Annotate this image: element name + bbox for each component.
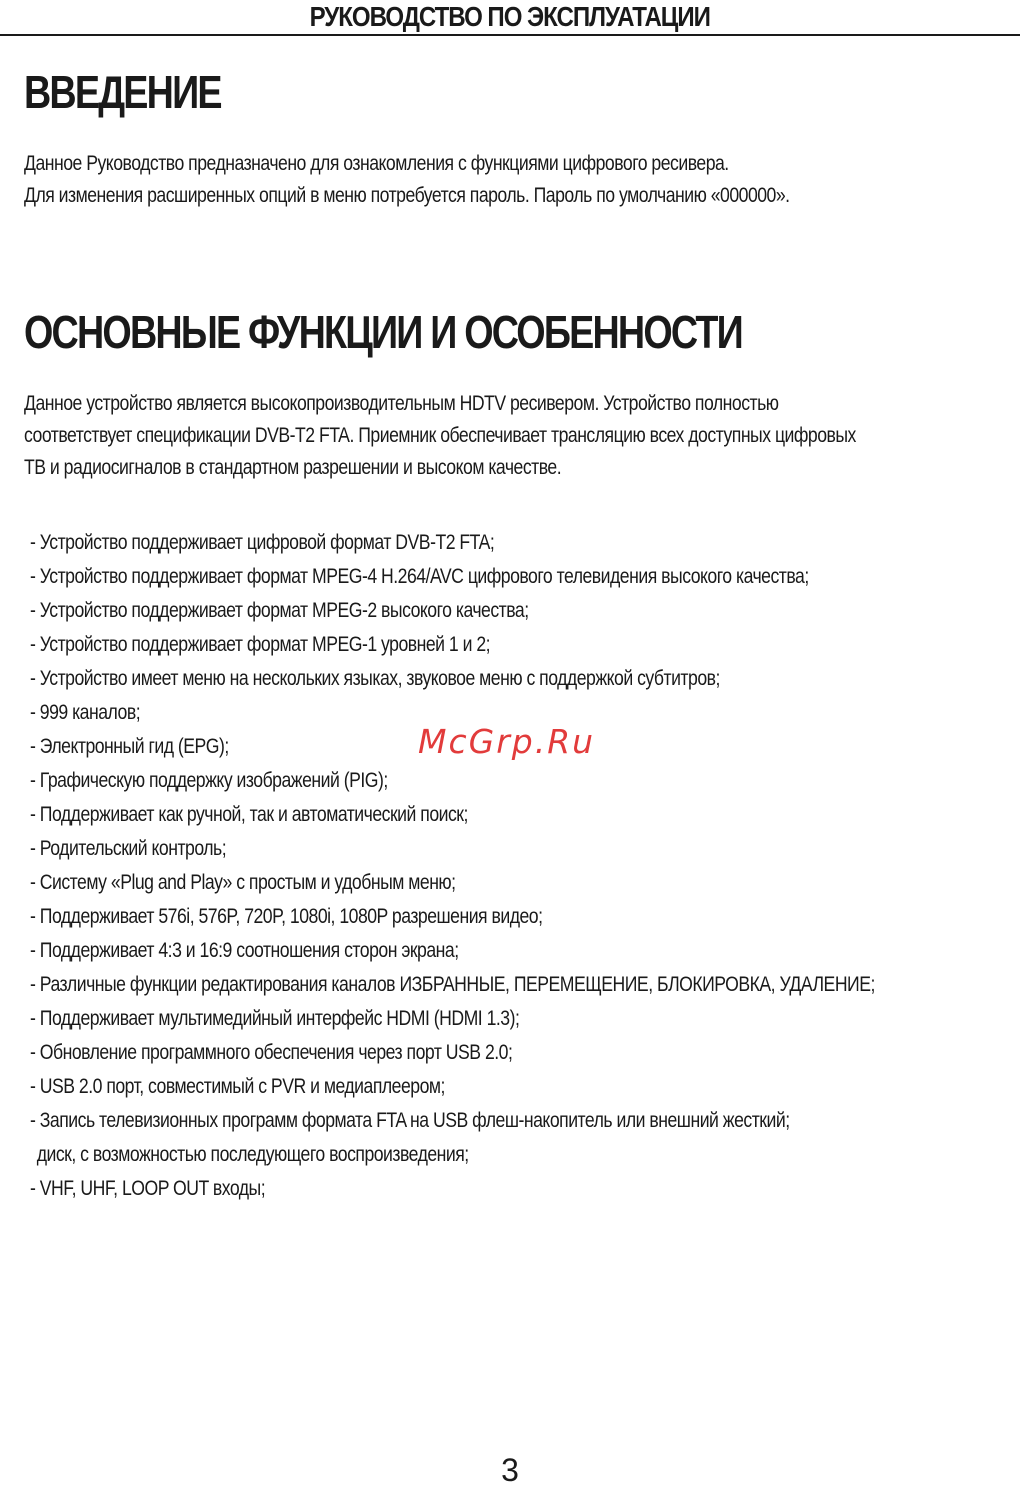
features-title: ОСНОВНЫЕ ФУНКЦИИ И ОСОБЕННОСТИ xyxy=(24,306,742,358)
feature-item: - Систему «Plug and Play» с простым и удобным меню; xyxy=(30,871,456,894)
feature-item: - Родительский контроль; xyxy=(30,837,227,860)
feature-item: - Электронный гид (EPG); xyxy=(30,735,229,758)
features-line: ТВ и радиосигналов в стандартном разрешении и высоком качестве. xyxy=(24,456,562,479)
feature-item: - Поддерживает 576i, 576P, 720P, 1080i, 1080P разрешения видео; xyxy=(30,905,543,928)
watermark: McGrp.Ru xyxy=(418,722,596,761)
feature-item: - 999 каналов; xyxy=(30,701,141,724)
intro-line: Для изменения расширенных опций в меню потребуется пароль. Пароль по умолчанию «000000». xyxy=(24,184,790,207)
features-line: Данное устройство является высокопроизводительным HDTV ресивером. Устройство полностью xyxy=(24,392,779,415)
feature-item: - Поддерживает как ручной, так и автоматический поиск; xyxy=(30,803,468,826)
feature-item: - Устройство поддерживает цифровой формат DVB-T2 FTA; xyxy=(30,531,495,554)
feature-item: - Устройство поддерживает формат MPEG-2 высокого качества; xyxy=(30,599,529,622)
feature-item: - Графическую поддержку изображений (PIG); xyxy=(30,769,388,792)
running-header-title: РУКОВОДСТВО ПО ЭКСПЛУАТАЦИИ xyxy=(309,1,711,32)
feature-item: - Различные функции редактирования каналов ИЗБРАННЫЕ, ПЕРЕМЕЩЕНИЕ, БЛОКИРОВКА, УДАЛЕНИЕ; xyxy=(30,973,875,996)
intro-paragraph xyxy=(24,148,790,212)
feature-item: - Устройство поддерживает формат MPEG-4 H.264/AVC цифрового телевидения высокого качества; xyxy=(30,565,809,588)
feature-item: - Запись телевизионных программ формата FTA на USB флеш-накопитель или внешний жесткий; xyxy=(30,1109,790,1132)
feature-item-continuation: диск, с возможностью последующего воспроизведения; xyxy=(36,1143,469,1166)
feature-item: - VHF, UHF, LOOP OUT входы; xyxy=(30,1177,266,1200)
feature-item: - Устройство поддерживает формат MPEG-1 уровней 1 и 2; xyxy=(30,633,491,656)
feature-item: - Устройство имеет меню на нескольких языках, звуковое меню с поддержкой субтитров; xyxy=(30,667,720,690)
feature-item: - Обновление программного обеспечения через порт USB 2.0; xyxy=(30,1041,513,1064)
features-paragraph xyxy=(24,388,856,484)
feature-item: - Поддерживает 4:3 и 16:9 соотношения сторон экрана; xyxy=(30,939,459,962)
intro-line: Данное Руководство предназначено для ознакомления с функциями цифрового ресивера. xyxy=(24,152,729,175)
feature-list xyxy=(30,526,875,1206)
feature-item: - Поддерживает мультимедийный интерфейс HDMI (HDMI 1.3); xyxy=(30,1007,520,1030)
feature-item: - USB 2.0 порт, совместимый с PVR и медиаплеером; xyxy=(30,1075,445,1098)
features-line: соответствует спецификации DVB-T2 FTA. Приемник обеспечивает трансляцию всех доступных цифровых xyxy=(24,424,856,447)
intro-title: ВВЕДЕНИЕ xyxy=(24,66,221,118)
page-number: 3 xyxy=(501,1452,519,1488)
running-header xyxy=(0,0,1020,36)
